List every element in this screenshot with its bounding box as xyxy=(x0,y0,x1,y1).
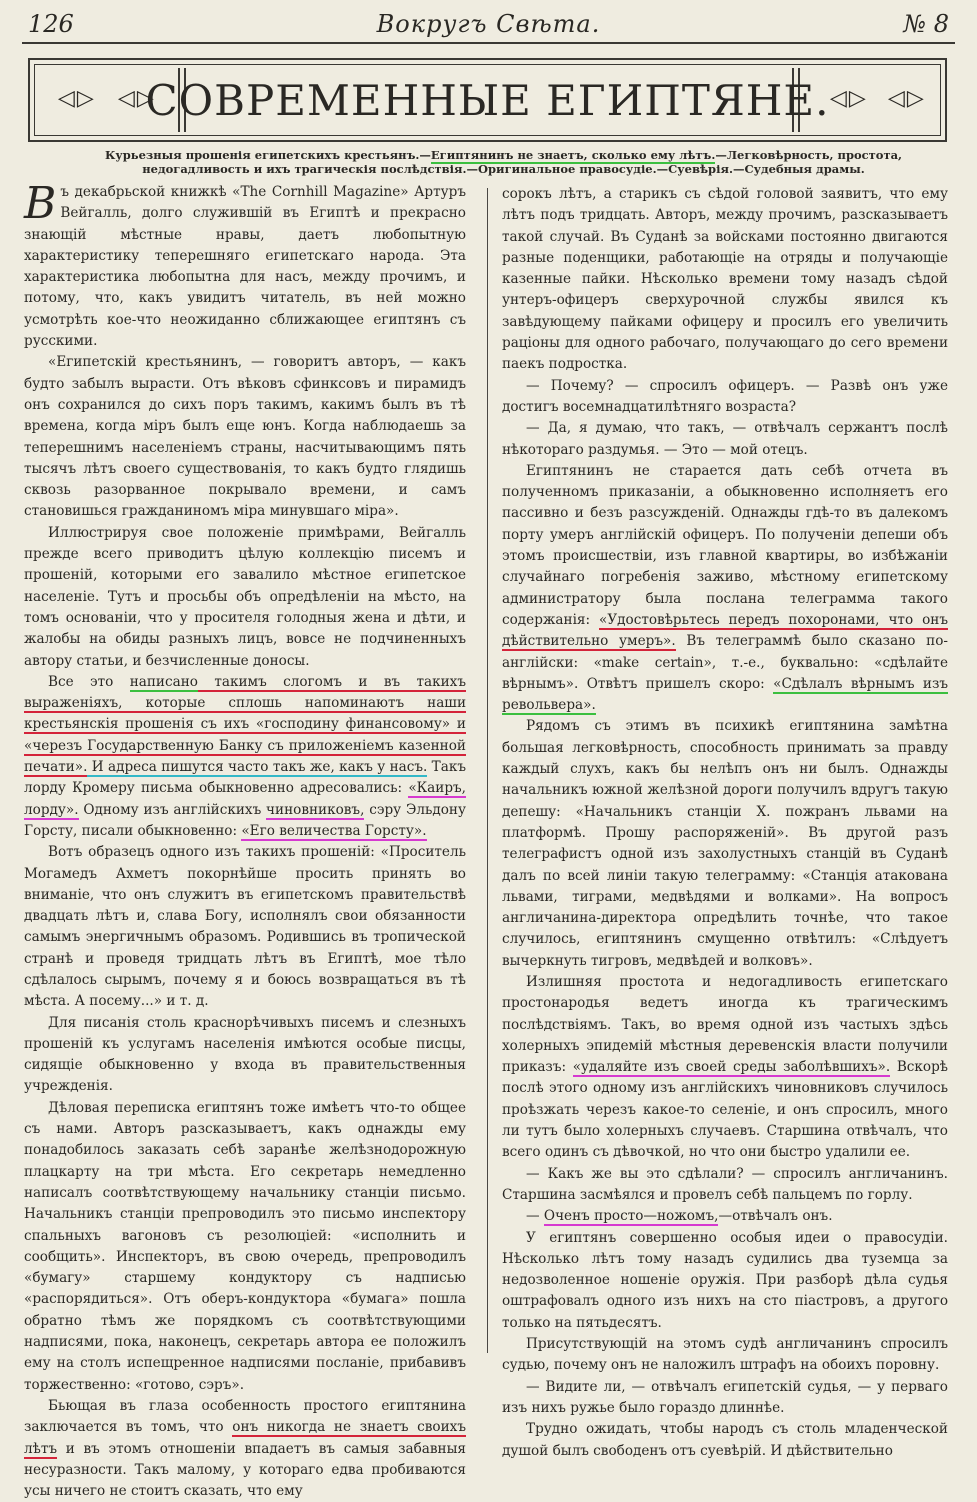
text-run: Такъ лорду Кромеру письма обыкновенно адресовались: xyxy=(24,759,466,797)
text-run: Вскорѣ послѣ этого одному изъ англійскихъ чиновниковъ случилось проѣзжать черезъ какое-то селеніе, и онъ спросилъ, много ли тутъ было холерныхъ случаевъ. Старшина отвѣчалъ, что всего одинъ съ дѣвочкой, но что они быстро удалили ее. xyxy=(502,1059,948,1161)
paragraph: Иллюстрируя свое положеніе примѣрами, Вейгалль прежде всего приводитъ цѣлую коллекцію писемъ и прошеній, которыми его завалило мѣстное египетское населеніе. Тутъ и просьбы объ опредѣленіи на мѣсто, на томъ основаніи, что у просителя голодныя жена и дѣти, и жалобы на обиды разныхъ лицъ, вовсе не подчиненныхъ автору статьи, и безчисленные доносы. xyxy=(24,524,466,669)
summary-part: —Легковѣрность, простота, недогадливость и ихъ трагическія послѣдствія.—Оригинальное правосудіе.—Суевѣрія.—Судебныя драмы. xyxy=(142,148,903,176)
right-column xyxy=(502,184,948,1462)
highlight-red: онъ никогда не знаетъ своихъ лѣтъ xyxy=(24,1419,466,1457)
highlight-cyan: И адреса пишутся часто такъ же, какъ у насъ. xyxy=(87,759,428,776)
ornament-left-icon: ◁▷ xyxy=(58,86,96,111)
highlight-green: написано xyxy=(129,673,198,690)
highlight-red: которые сплошь напоминаютъ наши крестьянскія прошенія съ ихъ «господину финансовому» и «черезъ Государственную Банку съ приложеніемъ казенной печати». xyxy=(24,695,466,776)
title-banner xyxy=(28,58,947,142)
text-run: —отвѣчалъ онъ. xyxy=(718,1208,833,1225)
ornament-right-icon: ◁▷ xyxy=(830,86,868,111)
paragraph: Для писанія столь краснорѣчивыхъ писемъ и слезныхъ прошеній къ услугамъ населенія имѣются особые писцы, сидящіе обыкновенно у входа въ правительственныя учрежденія. xyxy=(24,1014,466,1095)
article-title: СОВРЕМЕННЫЕ ЕГИПТЯНЕ. xyxy=(145,76,830,125)
paragraph: «Египетскій крестьянинъ, — говоритъ авторъ, — какъ будто забылъ вырасти. Отъ вѣковъ сфинксовъ и пирамидъ онъ сохранился до сихъ поръ такимъ, какимъ былъ въ тѣ времена, когда міръ былъ еще юнъ. Когда наблюдаешь за теперешнимъ населеніемъ страны, насчитывающимъ пять тысячъ лѣтъ своего существованія, то какъ будто глядишь сквозь разорванное покрывало времени, и самъ становишься гражданиномъ міра минувшаго міра». xyxy=(24,354,466,520)
text-run: Въ телеграммѣ было сказано по-англійски: «make certain», т.-е., буквально: «сдѣлайте вѣрнымъ». Отвѣтъ пришелъ скоро: xyxy=(502,633,948,692)
text-run: и въ этомъ отношеніи впадаетъ въ самыя забавныя несуразности. Такъ малому, у котораго едва пробиваются усы ничего не стоитъ сказать, что ему xyxy=(24,1440,466,1500)
summary-part: Курьезныя прошенія египетскихъ крестьянъ.— xyxy=(104,148,431,162)
highlight-pink: «Его величества Горсту». xyxy=(241,822,427,839)
paragraph xyxy=(502,1206,948,1227)
running-head xyxy=(28,10,949,40)
summary-part-highlight: Египтянинъ не знаетъ, сколько ему лѣтъ. xyxy=(430,148,716,162)
paragraph: — Да, я думаю, что такъ, — отвѣчалъ сержантъ послѣ нѣкотораго раздумья. — Это — мой отецъ. xyxy=(502,420,948,458)
paragraph xyxy=(24,178,466,352)
paragraph: Рядомъ съ этимъ въ психикѣ египтянина замѣтна большая легковѣрность, способность принимать за правду каждый слухъ, какъ бы нелѣпъ онъ ни былъ. Однажды начальникъ южной желѣзной дороги получилъ вдругъ такую депешу: «Начальникъ станціи X. пожранъ львами на платформѣ. Прошу распоряженій». Въ другой разъ телеграфистъ одной изъ захолустныхъ станцій въ Суданѣ далъ по всей линіи такую телеграмму: «Станція атакована львами, тиграми, медвѣдями и волками». На вопросъ англичанина-директора опредѣлить точнѣе, что такое случилось, египтянинъ смущенно отвѣтилъ: «Слѣдуетъ вычеркнуть тигровъ, медвѣдей и волковъ». xyxy=(502,718,948,969)
paragraph: — Какъ же вы это сдѣлали? — спросилъ англичанинъ. Старшина засмѣялся и провелъ себѣ пальцемъ по горлу. xyxy=(502,1165,948,1203)
highlight-pink: чиновниковъ, xyxy=(266,801,365,818)
paragraph: У египтянъ совершенно особыя идеи о правосудіи. Нѣсколько лѣтъ тому назадъ судились два туземца за недозволенное ношеніе оружія. При разборѣ дѣла судья оштрафовалъ одного изъ нихъ на сто піастровъ, а другого только на пятьдесятъ. xyxy=(502,1229,948,1331)
highlight-pink: Оченъ просто—ножомъ, xyxy=(543,1208,719,1225)
highlight-pink: «удаляйте изъ своей среды заболѣвшихъ». xyxy=(572,1059,891,1076)
header-rule xyxy=(22,42,955,44)
journal-title: Вокругъ Свѣта. xyxy=(376,10,601,38)
text-run: Бьющая въ глаза особенность простого египтянина заключается въ томъ, что xyxy=(24,1397,466,1436)
page-number: 126 xyxy=(28,10,74,38)
left-column xyxy=(24,178,466,1502)
text-run: сэру Эльдону Горсту, писали обыкновенно: xyxy=(24,801,466,839)
text-run: Излишняя простота и недогадливость египетскаго простонародья ведетъ иногда къ трагическимъ послѣдствіямъ. Такъ, во время одной изъ частыхъ здѣсь холерныхъ эпидемій мѣстныя деревенскія власти получили приказъ: xyxy=(502,973,948,1076)
ornament-right2-icon: ◁▷ xyxy=(888,86,926,111)
paragraph-text: ъ декабрьской книжкѣ «The Cornhill Magazine» Артуръ Вейгалль, долго служившій въ Египтѣ и прекрасно знающій мѣстные нравы, даетъ любопытную характеристику теперешняго египетскаго народа. Эта характеристика любопытна для насъ, между прочимъ, и потому, что, какъ увидитъ читатель, въ ней можно усмотрѣть кое-что неожиданно сближающее египтянъ съ русскими. xyxy=(24,184,466,350)
highlight-red: такимъ слогомъ и въ такихъ выраженіяхъ, xyxy=(24,673,466,712)
text-run: — xyxy=(526,1208,544,1225)
highlight-green: «Сдѣлалъ вѣрнымъ изъ револьвера». xyxy=(502,675,949,714)
paragraph: Дѣловая переписка египтянъ тоже имѣетъ что-то общее съ нами. Авторъ разсказываетъ, какъ однажды ему понадобилось заказать себѣ заранѣе желѣзнодорожную плацкарту на три мѣста. Его секретарь немедленно написалъ соотвѣтствующему начальнику станціи письмо. Начальникъ станціи препроводилъ это письмо инспектору спальныхъ вагоновъ съ резолюціей: «исполнить и сообщить». Инспекторъ, въ свою очередь, препроводилъ «бумагу» старшему кондуктору съ надписью «распорядиться». Отъ оберъ-кондуктора «бумага» пошла обратно тѣмъ же порядкомъ съ соотвѣтствующими надписями, пока, наконецъ, секретарь автора ее положилъ ему на столъ испещренное надписями посланіе, прибавивъ торжественно: «готово, сэръ». xyxy=(24,1099,466,1393)
column-divider xyxy=(487,188,488,1353)
text-run: Одному изъ англійскихъ xyxy=(78,801,267,818)
paragraph xyxy=(502,461,948,717)
paragraph: — Видите ли, — отвѣчалъ египетскій судья, — у перваго изъ нихъ ружье было гораздо длиннѣе. xyxy=(502,1378,948,1416)
text-run: Все это xyxy=(48,673,130,690)
highlight-pink: «Каиръ, лорду». xyxy=(24,780,466,818)
drop-cap: В xyxy=(24,178,57,229)
paragraph: сорокъ лѣтъ, а старикъ съ сѣдой головой заявитъ, что ему лѣтъ подъ тридцать. Авторъ, между прочимъ, разсказываетъ такой случай. Въ Суданѣ за войсками постоянно двигаются разные поденщики, работающіе на отряды и получающіе казенные пайки. Нѣсколько времени тому назадъ сѣдой унтеръ-офицеръ сверхурочной службы явился къ завѣдующему пайками офицеру и просилъ его увеличить раціоны для одного рабочаго, получающаго до сего времени паекъ подростка. xyxy=(502,186,948,373)
text-run: Египтянинъ не старается дать себѣ отчета въ полученномъ приказаніи, а обыкновенно исполняетъ его пассивно и безъ разсужденій. Однажды гдѣ-то въ далекомъ порту умеръ англійскій офицеръ. По полученіи депеши объ этомъ происшествіи, изъ главной квартиры, во избѣжаніи случайнаго погребенія заживо, мѣстному египетскому администратору была послана телеграмма такого содержанія: xyxy=(502,462,948,628)
ornament-left2-icon: ◁▷ xyxy=(118,86,156,111)
paragraph xyxy=(24,1396,466,1502)
paragraph: Присутствующій на этомъ судѣ англичанинъ спросилъ судью, почему онъ не наложилъ штрафъ на обоихъ поровну. xyxy=(502,1336,948,1374)
paragraph xyxy=(24,672,466,842)
highlight-red: «Удостовѣрьтесь передъ похоронами, что онъ дѣйствительно умеръ». xyxy=(502,611,948,650)
paragraph: Трудно ожидать, чтобы народъ съ столь младенческой душой былъ свободенъ отъ суевѣрій. И дѣйствительно xyxy=(502,1421,948,1459)
paragraph: — Почему? — спросилъ офицеръ. — Развѣ онъ уже достигъ восемнадцатилѣтняго возраста? xyxy=(502,377,948,415)
article-summary xyxy=(60,148,947,176)
paragraph xyxy=(502,972,948,1164)
issue-number: № 8 xyxy=(903,10,949,38)
paragraph: Вотъ образецъ одного изъ такихъ прошеній: «Проситель Могамедъ Ахметъ покорнѣйше просить принять во вниманіе, что онъ служитъ въ египетскомъ правительствѣ двадцать лѣтъ и, слава Богу, исполнялъ свои обязанности самымъ энергичнымъ образомъ. Родившись въ тропической странѣ и проведя тридцать лѣтъ въ Египтѣ, мое тѣло сдѣлалось сырымъ, почему я и боюсь возвращаться въ тѣ мѣста. А посему...» и т. д. xyxy=(24,844,466,1010)
